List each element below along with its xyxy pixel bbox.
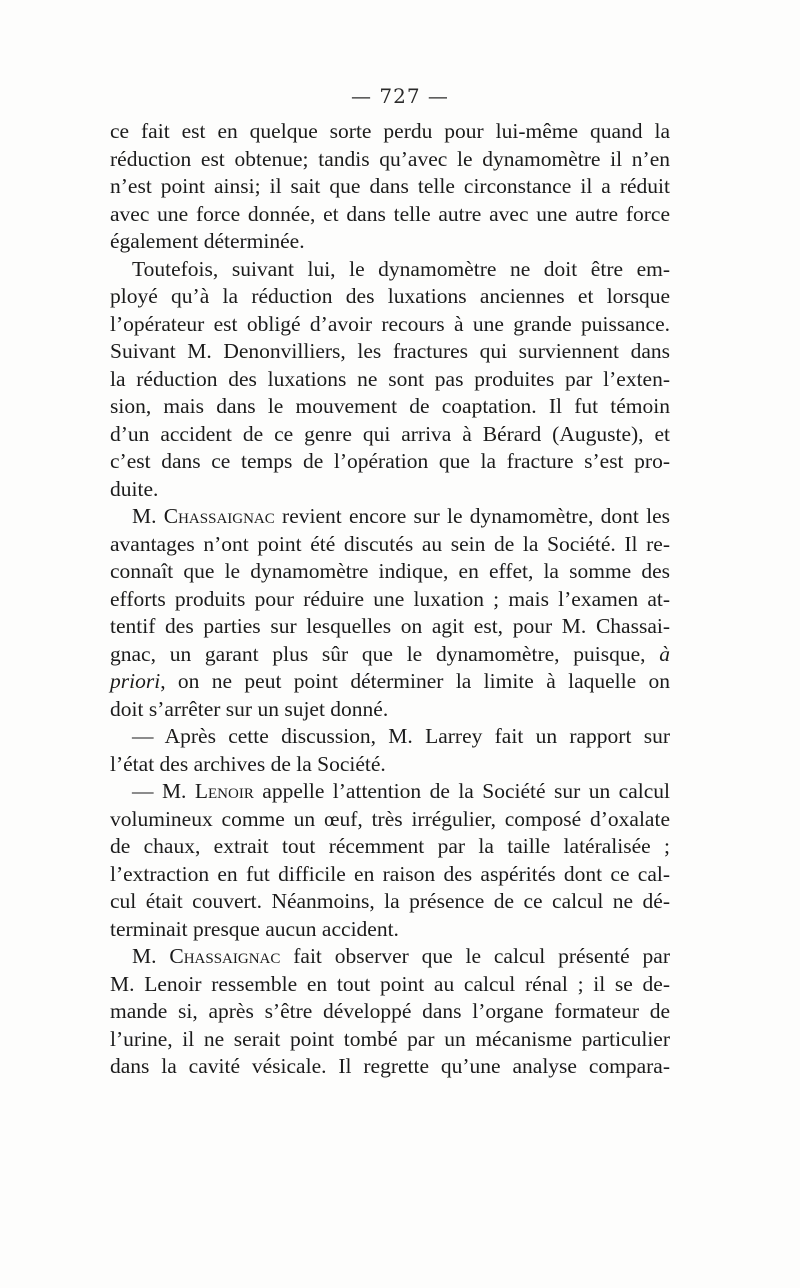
text-line: efforts produits pour réduire une luxation ; mais l’examen at- xyxy=(110,586,670,611)
text-line: ce fait est en quelque sorte perdu pour lui-même quand la xyxy=(110,119,670,143)
italic-word: à xyxy=(659,641,670,666)
text-line: de chaux, extrait tout récemment par la taille latéralisée ; xyxy=(110,834,670,858)
text-line: c’est dans ce temps de l’opération que la fracture s’est pro- xyxy=(110,449,670,473)
line-text: gnac, un garant plus sûr que le dynamomètre, puisque, xyxy=(110,641,660,666)
text-line: tentif des parties sur lesquelles on agit est, pour M. Chassai- xyxy=(110,614,670,638)
page-number: — 727 — xyxy=(351,84,449,108)
text-line: terminait presque aucun accident. xyxy=(110,916,399,941)
text-line xyxy=(110,778,670,806)
text-line: l’extraction en fut difficile en raison des aspérités dont ce cal- xyxy=(110,861,670,886)
text-line: — Après cette discussion, M. Larrey fait un rapport sur xyxy=(132,724,670,748)
text-line: mande si, après s’être développé dans l’organe formateur de xyxy=(110,999,670,1023)
text-line xyxy=(110,641,670,669)
surname-smallcaps: Chassaignac xyxy=(163,504,275,528)
body-text xyxy=(110,118,670,1081)
line-rest: revient encore sur le dynamomètre, dont les xyxy=(274,504,670,528)
text-line: la réduction des luxations ne sont pas produites par l’exten- xyxy=(110,366,670,391)
text-line: M. Lenoir ressemble en tout point au calcul rénal ; il se de- xyxy=(110,971,670,996)
text-line: sion, mais dans le mouvement de coaptation. Il fut témoin xyxy=(110,394,670,418)
text-line xyxy=(110,503,670,531)
text-line: réduction est obtenue; tandis qu’avec le dynamomètre il n’en xyxy=(110,146,670,171)
text-line: duite. xyxy=(110,476,159,501)
text-line: Toutefois, suivant lui, le dynamomètre ne doit être em- xyxy=(132,256,670,281)
text-line: également déterminée. xyxy=(110,229,305,253)
text-line: l’opérateur est obligé d’avoir recours à une grande puissance. xyxy=(110,311,670,336)
text-line: avec une force donnée, et dans telle autre avec une autre force xyxy=(110,201,670,226)
text-line xyxy=(110,943,670,971)
text-line: volumineux comme un œuf, très irrégulier, composé d’oxalate xyxy=(110,806,670,831)
surname-smallcaps: Lenoir xyxy=(194,779,254,803)
text-line: dans la cavité vésicale. Il regrette qu’une analyse compara- xyxy=(110,1054,670,1078)
line-prefix: M. xyxy=(132,944,170,968)
text-line: d’un accident de ce genre qui arriva à Bérard (Auguste), et xyxy=(110,421,670,446)
italic-word: priori xyxy=(110,669,161,693)
line-rest: fait observer que le calcul présenté par xyxy=(280,944,671,968)
text-line: l’urine, il ne serait point tombé par un mécanisme particulier xyxy=(110,1026,670,1051)
text-line: n’est point ainsi; il sait que dans telle circonstance il a réduit xyxy=(110,174,670,198)
line-rest: appelle l’attention de la Société sur un calcul xyxy=(253,779,670,803)
surname-smallcaps: Chassaignac xyxy=(169,944,281,968)
text-line: doit s’arrêter sur un sujet donné. xyxy=(110,696,389,721)
text-line xyxy=(110,668,670,696)
text-line: connaît que le dynamomètre indique, en effet, la somme des xyxy=(110,559,670,583)
text-line: avantages n’ont point été discutés au sein de la Société. Il re- xyxy=(110,531,670,556)
text-line: Suivant M. Denonvilliers, les fractures qui surviennent dans xyxy=(110,339,670,363)
text-line: l’état des archives de la Société. xyxy=(110,751,386,776)
line-rest: , on ne peut point déterminer la limite à laquelle on xyxy=(160,669,670,693)
line-prefix: M. xyxy=(132,504,164,528)
text-line: cul était couvert. Néanmoins, la présence de ce calcul ne dé- xyxy=(110,889,670,913)
text-line: ployé qu’à la réduction des luxations anciennes et lorsque xyxy=(110,284,670,308)
line-prefix: — M. xyxy=(132,779,195,803)
